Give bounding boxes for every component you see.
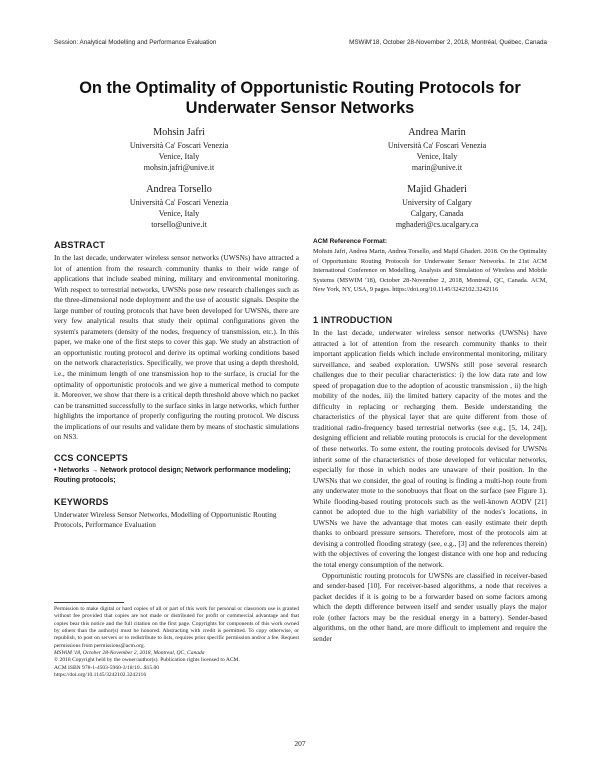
author-location: Venice, Italy [416, 152, 458, 161]
permission-copyright: © 2018 Copyright held by the owner/author(s). Publication rights licensed to ACM. [54, 657, 240, 664]
author-name: Andrea Torsello [146, 184, 212, 195]
introduction-heading: 1 INTRODUCTION [313, 314, 393, 325]
author-name: Andrea Marin [408, 127, 466, 138]
author-affiliation: University of Calgary [402, 198, 472, 207]
paper-title: On the Optimality of Opportunistic Routing Protocols for Underwater Sensor Networks [79, 79, 521, 117]
author-location: Venice, Italy [158, 152, 200, 161]
keywords-heading: KEYWORDS [54, 496, 109, 507]
ccs-text: • Networks → Network protocol design; Network performance modeling; Routing protocols; [54, 466, 291, 485]
keywords-text: Underwater Wireless Sensor Networks, Modelling of Opportunistic Routing Protocols, Performance Evaluation [54, 509, 277, 530]
page-number: 207 [294, 739, 306, 748]
author-email: torsello@unive.it [151, 220, 207, 229]
left-column [54, 239, 299, 531]
permission-block [54, 606, 299, 679]
author-email: marin@unive.it [411, 163, 463, 172]
author-email: mohsin.jafri@unive.it [143, 163, 215, 172]
author-name: Mohsin Jafri [153, 127, 205, 138]
permission-venue: MSWiM '18, October 28-November 2, 2018, Montreal, QC, Canada [54, 650, 205, 657]
author-block [79, 183, 279, 230]
author-name: Majid Ghaderi [407, 184, 467, 195]
author-email: mghaderi@cs.ucalgary.ca [395, 220, 479, 229]
running-head-session: Session: Analytical Modelling and Performance Evaluation [54, 39, 217, 46]
permission-isbn: ACM ISBN 978-1-4503-5960-3/18/10...$15.00 [54, 664, 160, 671]
reference-format-heading: ACM Reference Format: [313, 238, 388, 245]
author-location: Venice, Italy [158, 209, 200, 218]
reference-format-text: Mohsin Jafri, Andrea Marin, Andrea Torsello, and Majid Ghaderi. 2018. On the Optimality of Opportunistic Routing Protocols for Underwater Sensor Networks. In 21st ACM International Conference on Modelling, Analysis and Simulation of Wireless and Mobile Systems (MSWIM '18), October 28-November 2, 2018, Montreal, QC, Canada. ACM, New York, NY, USA, 9 pages. https://doi.org/10.1145/3242102.3242116 [313, 248, 547, 294]
author-affiliation: Università Ca' Foscari Venezia [387, 141, 487, 150]
running-head-venue: MSWiM'18, October 28-November 2, 2018, Montréal, Québec, Canada [349, 39, 547, 46]
author-block [337, 126, 537, 173]
permission-text: Permission to make digital or hard copies of all or part of this work for personal or classroom use is granted without fee provided that copies are not made or distributed for profit or commercial advantage and that copies bear this notice and the full citation on the first page. Copyrights for components of this work owned by others than the author(s) must be honored. Abstracting with credit is permitted. To copy otherwise, or republish, to post on servers or to redistribute to lists, requires prior specific permission and/or a fee. Request permissions from permissions@acm.org. [54, 606, 299, 649]
permission-doi: https://doi.org/10.1145/3242102.3242116 [54, 672, 147, 679]
introduction-paragraph: In the last decade, underwater wireless sensor networks (UWSNs) have attracted a lot of attention from the research community thanks to their important application fields which include environmental monitoring, military surveillance, and seabed exploration. UWSNs still pose several research challenges due to their peculiar characteristics: i) the low data rate and low speed of propagation due to the adoption of acoustic transmission , ii) the high mobility of the nodes, iii) the limited battery capacity of the motes and the difficulty in replacing or recharging them. Beside understanding the characteristics of the physical layer that are quite different from those of traditional radio-frequency based terrestrial networks (see e.g., [5, 14, 24]), designing efficient and reliable routing protocols is crucial for the development of these networks. To some extent, the routing protocols devised for UWSNs inherit some of the characteristics of those developed for vehicular networks, especially for those in which nodes are unaware of their position. In the UWSNs that we consider, the goal of routing is finding a multi-hop route from any underwater mote to the sonobuoys that float on the surface (see Figure 1). While flooding-based routing protocols such as the well-known AODV [21] cannot be adopted due to the high variability of the nodes's locations, in UWSNs we have the advantage that motes can easily estimate their depth thanks to onboard pressure sensors. Therefore, most of the protocols aim at devising a controlled flooding strategy (see, e.g., [3] and the references therein) with the objectives of covering the longest distance with one hop and reducing the total energy consumption of the network. [313, 327, 547, 569]
author-block [79, 126, 279, 173]
footnote-rule [54, 602, 124, 603]
abstract-heading: ABSTRACT [54, 240, 106, 250]
author-block [337, 183, 537, 230]
ccs-heading: CCS CONCEPTS [54, 452, 128, 463]
right-column [313, 237, 547, 644]
author-affiliation: Università Ca' Foscari Venezia [129, 141, 229, 150]
author-affiliation: Università Ca' Foscari Venezia [129, 198, 229, 207]
abstract-text: In the last decade, underwater wireless sensor networks (UWSNs) have attracted a lot of attention from the research community thanks to their wide range of applications that include seabed mining, military and environmental monitoring. With respect to terrestrial networks, UWSNs pose new research challenges such as the three-dimensional node deployment and the use of acoustic signals. Despite the large number of routing protocols that have been developed for UWSNs, there are very few analytical results that study their optimal configurations given the system's parameters (density of the nodes, frequency of transmission, etc.). In this paper, we make one of the first steps to cover this gap. We study an abstraction of an opportunistic routing protocol and derive its optimal working conditions based on the network characteristics. Specifically, we prove that using a depth threshold, i.e., the minimum length of one transmission hop to the surface, is crucial for the optimality of opportunistic protocols and we give a numerical method to compute it. Moreover, we show that there is a critical depth threshold above which no packet can be transmitted successfully to the surface sinks in large networks, which further highlights the importance of properly configuring the routing protocol. We discuss the implications of our results and validate them by means of stochastic simulations on NS3. [54, 253, 299, 442]
author-location: Calgary, Canada [410, 209, 464, 218]
introduction-paragraph: Opportunistic routing protocols for UWSNs are classified in receiver-based and sender-based [10]. For receiver-based algorithms, a node that receives a packet decides if it is going to be a forwarder based on some factors among which the depth difference between itself and sender usually plays the major role (other factors may be the residual energy in a battery). Sender-based algorithms, on the other hand, are more difficult to implement and require the sender [313, 570, 547, 643]
